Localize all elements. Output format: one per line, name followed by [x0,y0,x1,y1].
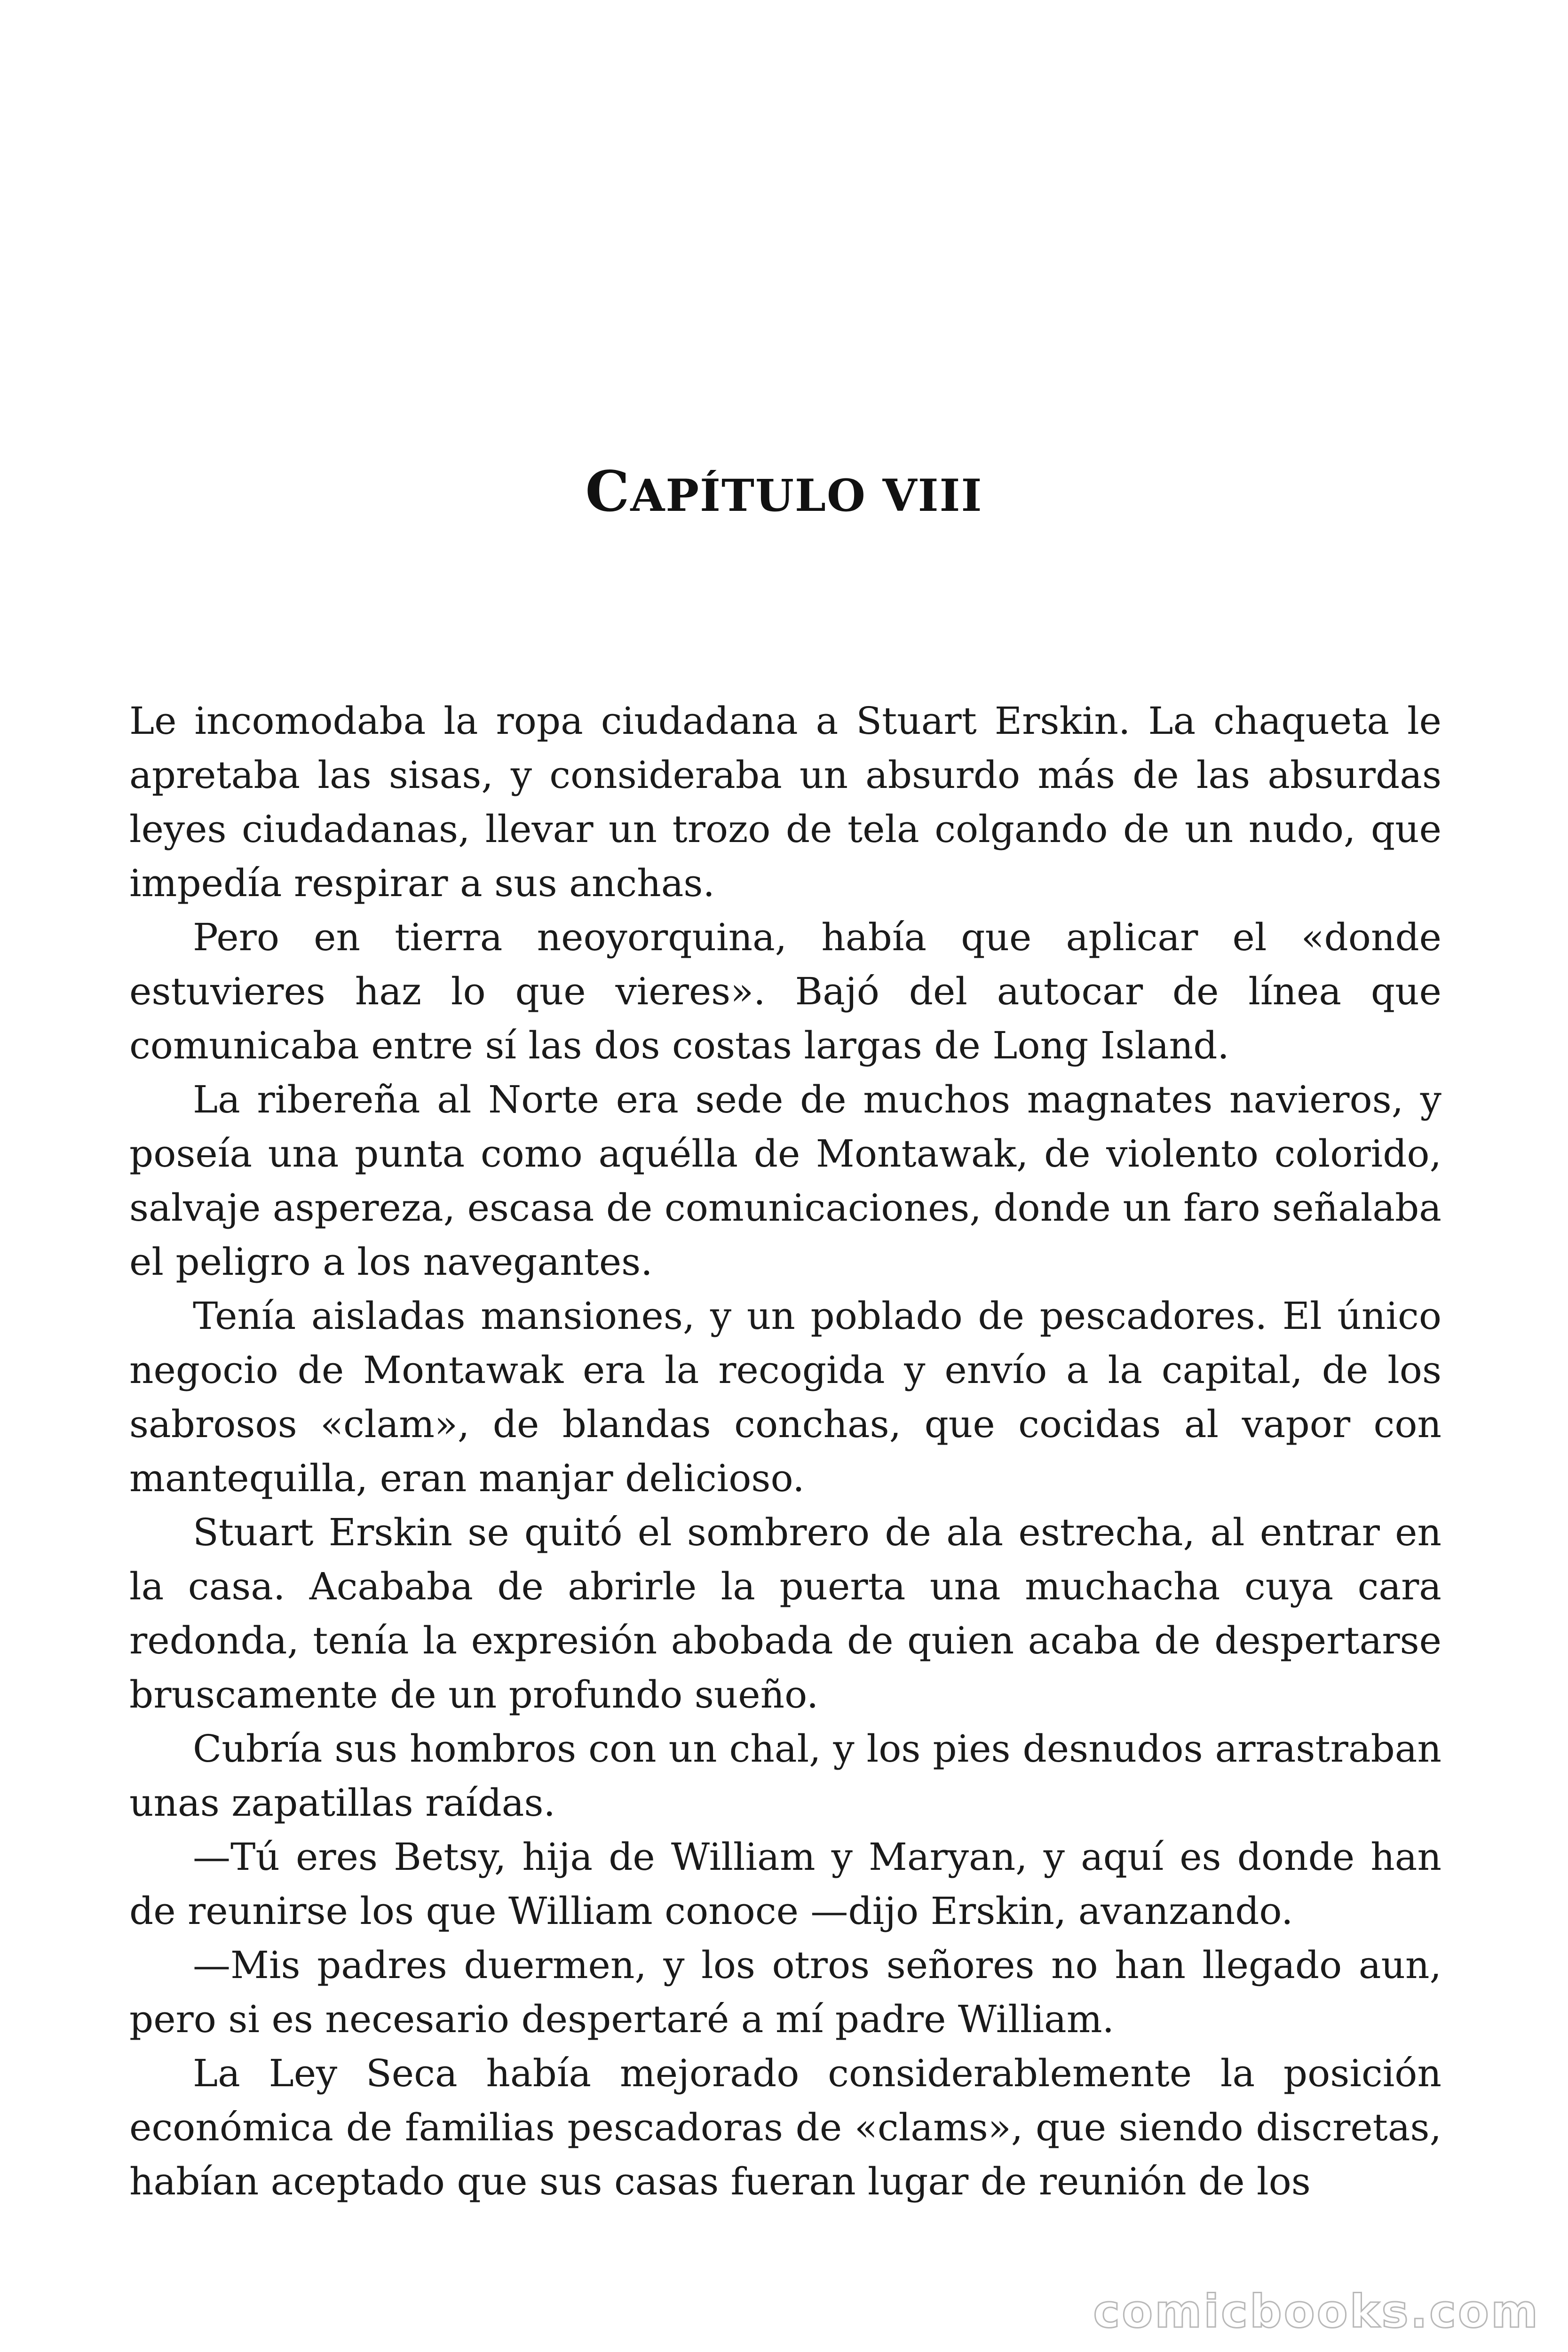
paragraph: Cubría sus hombros con un chal, y los pies desnudos arrastraban unas zapatillas raídas. [129,1727,1441,1825]
chapter-title [0,459,1568,524]
paragraph: —Tú eres Betsy, hija de William y Maryan, y aquí es donde han de reunirse los que William conoce —dijo Erskin, avanzando. [129,1835,1441,1933]
paragraph: Le incomodaba la ropa ciudadana a Stuart Erskin. La chaqueta le apretaba las sisas, y consideraba un absurdo más de las absurdas leyes ciudadanas, llevar un trozo de tela colgando de un nudo, que impedía respirar a sus anchas. [129,699,1441,905]
paragraph: La ribereña al Norte era sede de muchos magnates navieros, y poseía una punta como aquélla de Montawak, de violento colorido, salvaje aspereza, escasa de comunicaciones, donde un faro señalaba el peligro a los navegantes. [129,1078,1441,1284]
paragraph: Pero en tierra neoyorquina, había que aplicar el «donde estuvieres haz lo que vieres». Bajó del autocar de línea que comunicaba entre sí las dos costas largas de Long Island. [129,915,1441,1067]
paragraph: La Ley Seca había mejorado considerablemente la posición económica de familias pescadoras de «clams», que siendo discretas, habían aceptado que sus casas fueran lugar de reunión de los [129,2051,1441,2203]
site-watermark: comicbooks.com [1093,2285,1540,2338]
paragraph: —Mis padres duermen, y los otros señores no han llegado aun, pero si es necesario despertaré a mí padre William. [129,1943,1441,2041]
chapter-title-rest: APÍTULO VIII [630,470,983,522]
chapter-body [129,694,1441,2209]
paragraph: Stuart Erskin se quitó el sombrero de ala estrecha, al entrar en la casa. Acababa de abrirle la puerta una muchacha cuya cara redonda, tenía la expresión abobada de quien acaba de despertarse bruscamente de un profundo sueño. [129,1510,1441,1716]
chapter-title-initial: C [585,459,631,524]
paragraph: Tenía aisladas mansiones, y un poblado de pescadores. El único negocio de Montawak era la recogida y envío a la capital, de los sabrosos «clam», de blandas conchas, que cocidas al vapor con mantequilla, eran manjar delicioso. [129,1294,1441,1500]
